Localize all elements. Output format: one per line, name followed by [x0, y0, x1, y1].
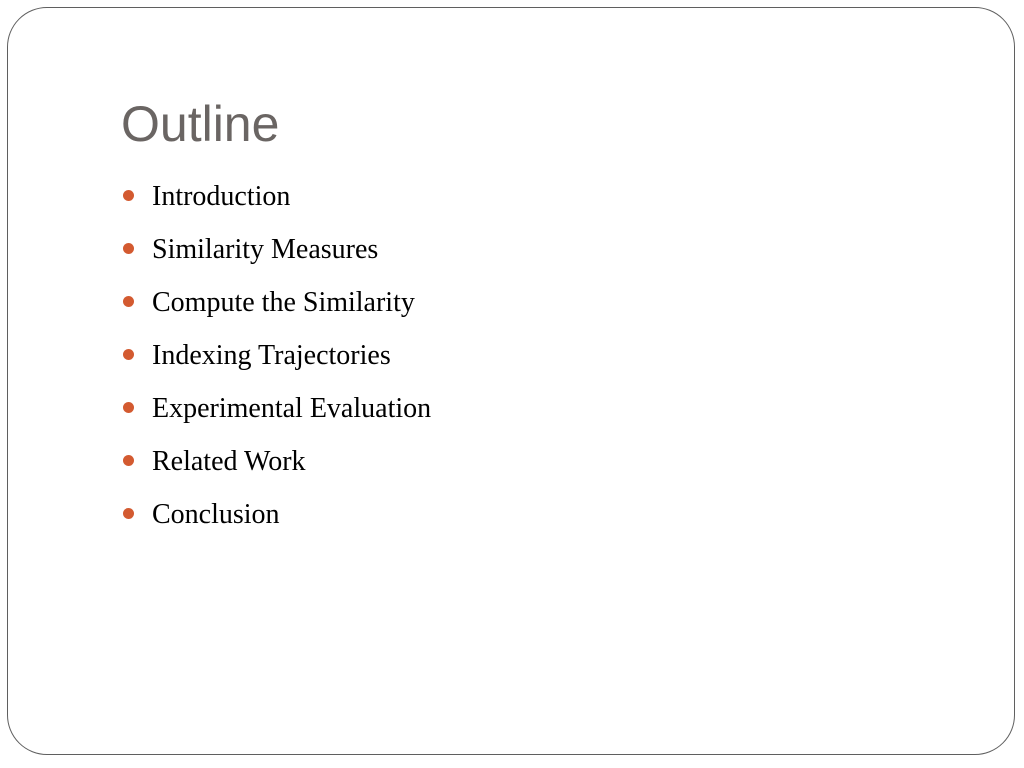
outline-item-conclusion — [123, 493, 431, 546]
bullet-dot-icon — [123, 190, 134, 201]
slide-title: Outline — [121, 96, 280, 152]
bullet-dot-icon — [123, 243, 134, 254]
outline-item-compute-similarity — [123, 281, 431, 334]
outline-item-label: Experimental Evaluation — [152, 393, 432, 424]
bullet-dot-icon — [123, 508, 134, 519]
outline-list — [123, 175, 431, 546]
outline-item-similarity-measures — [123, 228, 431, 281]
outline-item-label: Indexing Trajectories — [152, 340, 391, 371]
outline-item-experimental-evaluation — [123, 387, 431, 440]
outline-item-indexing-trajectories — [123, 334, 431, 387]
outline-item-label: Similarity Measures — [152, 234, 379, 265]
outline-item-introduction — [123, 175, 431, 228]
bullet-dot-icon — [123, 349, 134, 360]
outline-item-related-work — [123, 440, 431, 493]
outline-item-label: Conclusion — [152, 499, 280, 530]
bullet-dot-icon — [123, 402, 134, 413]
slide-frame — [7, 7, 1015, 755]
outline-item-label: Introduction — [152, 181, 291, 212]
outline-item-label: Compute the Similarity — [152, 287, 415, 318]
outline-item-label: Related Work — [152, 446, 306, 477]
bullet-dot-icon — [123, 455, 134, 466]
bullet-dot-icon — [123, 296, 134, 307]
